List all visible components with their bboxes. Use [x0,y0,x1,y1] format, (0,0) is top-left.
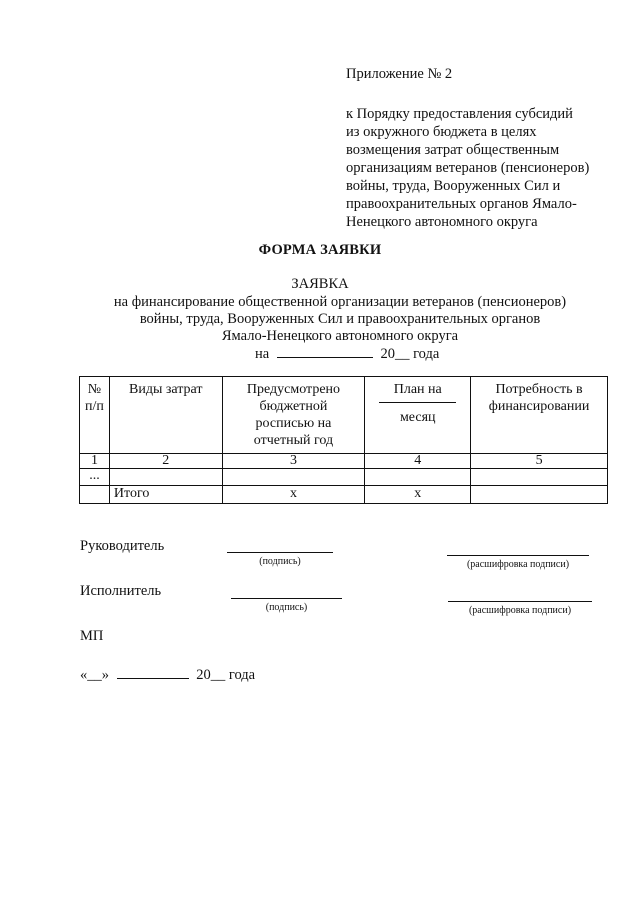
header-cost-types-text: Виды затрат [129,382,203,397]
head-signature-caption: (подпись) [259,556,301,567]
appendix-line: к Порядку предоставления субсидий [346,106,573,122]
appendix-line: Ненецкого автономного округа [346,214,538,230]
empty-cell[interactable] [365,469,471,486]
header-need [471,377,608,454]
application-heading: ЗАЯВКА [291,276,349,292]
header-need-line: Потребность в [495,382,583,397]
header-number-line: № [87,382,102,397]
executor-decoding-caption: (расшифровка подписи) [468,605,572,616]
subtitle-line: Ямало-Ненецкого автономного округа [221,328,459,344]
date-prefix: на [255,346,270,362]
executor-label: Исполнитель [80,583,162,599]
dots-cell[interactable]: ... [80,469,110,486]
header-cost-types [109,377,222,454]
appendix-line: правоохранительных органов Ямало- [346,196,577,212]
footer-date-month-blank[interactable] [117,666,189,679]
empty-cell[interactable] [222,469,365,486]
table-row [80,454,608,469]
footer-date-day: «__» [80,667,109,683]
head-decoding-caption: (расшифровка подписи) [466,559,570,570]
total-need-cell[interactable] [471,486,608,504]
empty-cell[interactable] [109,469,222,486]
header-plan-top: План на [379,381,456,403]
header-plan-bottom: месяц [399,410,436,425]
header-budgeted-line: бюджетной [259,399,328,414]
executor-signature-line[interactable] [231,598,342,599]
column-number-cell: 4 [365,454,471,469]
header-need-line: финансировании [488,399,590,414]
header-budgeted-line: отчетный год [253,433,334,448]
column-number-cell: 2 [109,454,222,469]
subtitle-line: войны, труда, Вооруженных Сил и правоохранительных органов [139,311,541,327]
column-number-cell: 5 [471,454,608,469]
table-row [80,469,608,486]
table-header-row [80,377,608,454]
empty-cell [80,486,110,504]
appendix-line: возмещения затрат общественным [346,142,560,158]
appendix-line: войны, труда, Вооруженных Сил и [346,178,561,194]
date-blank[interactable] [277,345,373,358]
appendix-line: из окружного бюджета в целях [346,124,537,140]
header-budgeted-line: росписью на [255,416,332,431]
total-budgeted-cell: х [222,486,365,504]
subtitle-line: на финансирование общественной организации ветеранов (пенсионеров) [113,294,567,310]
head-decoding-line[interactable] [447,555,589,556]
footer-date-line [80,666,255,684]
header-number [80,377,110,454]
application-date-line [255,345,439,363]
header-budgeted-line: Предусмотрено [246,382,341,397]
footer-date-year: 20__ года [196,667,256,683]
column-number-cell: 3 [222,454,365,469]
head-signature-line[interactable] [227,552,333,553]
appendix-body [346,105,606,231]
application-subtitle [80,294,600,345]
date-year: 20__ года [380,346,440,362]
executor-signature-caption: (подпись) [265,602,308,613]
total-label: Итого [109,486,222,504]
appendix-line: организациям ветеранов (пенсионеров) [346,160,590,176]
costs-table [79,376,608,504]
head-label: Руководитель [80,538,165,554]
form-heading: ФОРМА ЗАЯВКИ [258,242,382,258]
empty-cell[interactable] [471,469,608,486]
header-plan [365,377,471,454]
executor-decoding-line[interactable] [448,601,592,602]
stamp-label: МП [80,628,104,644]
total-row [80,486,608,504]
header-number-line: п/п [85,399,104,414]
total-plan-cell: х [365,486,471,504]
column-number-cell: 1 [80,454,110,469]
appendix-title: Приложение № 2 [346,66,453,82]
header-budgeted [222,377,365,454]
